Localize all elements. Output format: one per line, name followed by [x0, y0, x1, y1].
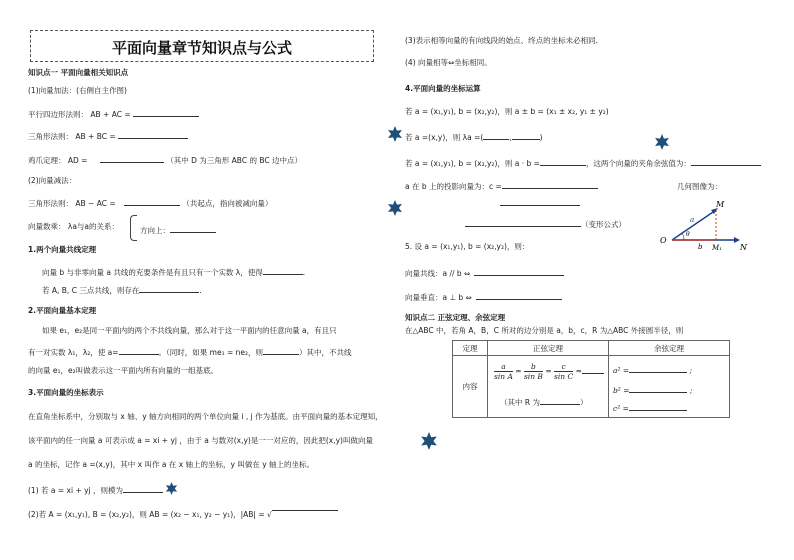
section-k2: 知识点二 正弦定理、余弦定理 [405, 313, 506, 322]
label-M1: M₁ [712, 244, 722, 252]
cosine-cell [609, 356, 730, 418]
section-k1: 知识点一 平面向量相关知识点 [28, 68, 129, 77]
coordinate-p1: 在直角坐标系中，分别取与 x 轴、y 轴方向相同的两个单位向量 i , j 作为基底。由平面向量的基本定理知， [28, 412, 383, 421]
star-icon [420, 432, 438, 450]
label-N: N [740, 243, 747, 252]
sine-note: （其中 R 为 ） [500, 398, 588, 407]
collinear-p1: 向量 b 与非零向量 a 共线的充要条件是有且只有一个实数 λ，使得 . [42, 268, 306, 277]
parallelogram-rule: 平行四边形法则： AB + AC = [28, 108, 199, 120]
heading-basic-theorem: 2.平面向量基本定理 [28, 306, 97, 315]
blank [133, 108, 199, 117]
blank [500, 205, 580, 206]
th-sine: 正弦定理 [488, 341, 609, 356]
row-content-label: 内容 [453, 356, 488, 418]
sub-heading: (2)向量减法： [28, 176, 77, 185]
blank [124, 197, 180, 206]
blank [118, 130, 188, 139]
star-icon [387, 200, 403, 216]
brace [130, 215, 137, 241]
heading-coord-ops: 4.平面向量的坐标运算 [405, 84, 481, 93]
projection-geo-label: 几何图像为： [677, 182, 722, 191]
note-r3: (3)表示相等向量的有向线段的始点、终点的坐标未必相同. [405, 36, 599, 45]
projection: a 在 b 上的投影向量为：c = [405, 180, 598, 192]
star-icon [654, 134, 670, 150]
label-b: b [698, 243, 703, 251]
cos-b: b² = ; [613, 386, 693, 395]
op-dot: 若 a = (x₁,y₁), b = (x₂,y₂)，则 a · b = ，这两个向量的夹角余弦值为： [405, 157, 761, 169]
coordinate-c2: (2)若 A = (x₁,y₁), B = (x₂,y₂)，则 AB = (x₂ − x₁, y₂ − y₁)，|AB| = √ [28, 510, 338, 520]
p5: 5. 设 a = (x₁,y₁), b = (x₂,y₂)，则： [405, 242, 530, 251]
projection-diagram [658, 196, 748, 252]
blank [100, 154, 164, 163]
parallelogram-formula: AB + AC = [90, 110, 131, 119]
chicken-claw-theorem: 鸡爪定理： AD = （其中 D 为三角形 ABC 的 BC 边中点） [28, 156, 302, 165]
perpendicular-condition: 向量垂直：a ⊥ b ⇔ [405, 291, 562, 303]
law-table [452, 340, 730, 418]
title-box [30, 30, 374, 62]
op-scalar: 若 a =(x,y)，则 λa =( , ) [405, 133, 543, 142]
note-r4: (4) 向量相等⇔坐标相同。 [405, 58, 492, 67]
parallel-condition: 向量共线：a // b ⇔ [405, 267, 564, 279]
coordinate-p3: a 的坐标，记作 a =(x,y)，其中 x 叫作 a 在 x 轴上的坐标，y 叫做在 y 轴上的坐标。 [28, 460, 315, 469]
blank [170, 224, 216, 233]
star-icon [387, 126, 403, 142]
label-M: M [716, 200, 725, 209]
th-theorem: 定理 [453, 341, 488, 356]
collinear-p2: 若 A, B, C 三点共线，则存在 . [42, 286, 202, 295]
coordinate-p2: 该平面内的任一向量 a 可表示成 a = xi + yj ，由于 a 与数对(x,y)是一一对应的，因此把(x,y)叫做向量 [28, 436, 373, 445]
sine-cell [488, 356, 609, 418]
projection-variant: （变形公式） [465, 218, 626, 230]
label-theta: θ [686, 231, 690, 238]
k2-para: 在△ABC 中，若角 A，B，C 所对的边分别是 a，b，c，R 为△ABC 外接圆半径，则 [405, 326, 684, 335]
sine-formula: $\frac{a}{\text{sin A}}$ = $\frac{b}{\text{sin B}}$ = $\frac{c}{\text{sin C}}$ = [494, 362, 604, 381]
star-icon [165, 480, 178, 493]
basic-theorem-p2: 有一对实数 λ₁，λ₂，使 a= 。（同时，如果 me₁ = ne₂，则 ）其中，不共线 [28, 348, 352, 357]
direction-line: 方向上： [140, 224, 216, 236]
th-cosine: 余弦定理 [609, 341, 730, 356]
triangle-rule: 三角形法则： AB + BC = [28, 130, 188, 142]
page-title: 平面向量章节知识点与公式 [111, 39, 292, 57]
add-heading: (1)向量加法：(右侧自主作图) [28, 86, 127, 95]
basic-theorem-p1: 如果 e₁，e₂是同一平面内的两个不共线向量，那么对于这一平面内的任意向量 a，有且只 [42, 326, 337, 335]
cos-c: c² = [613, 402, 687, 413]
label-O: O [660, 236, 667, 245]
heading-coordinate: 3.平面向量的坐标表示 [28, 388, 104, 397]
coordinate-c1: (1) 若 a = xi + yj ，则模为 [28, 484, 163, 496]
op-add: 若 a = (x₁,y₁), b = (x₂,y₂)，则 a ± b = (x₁ ± x₂, y₁ ± y₂) [405, 107, 609, 116]
scalar-multiplication: 向量数乘： λa与a的关系： [28, 222, 120, 231]
label-a: a [690, 216, 695, 224]
basic-theorem-p3: 的向量 e₁，e₂叫做表示这一平面内所有向量的一组基底。 [28, 366, 219, 375]
subtraction-rule: 三角形法则： AB − AC = （共起点，指向被减向量） [28, 199, 273, 208]
cos-a: a² = ; [613, 366, 693, 375]
heading-collinear: 1.两个向量共线定理 [28, 245, 97, 254]
